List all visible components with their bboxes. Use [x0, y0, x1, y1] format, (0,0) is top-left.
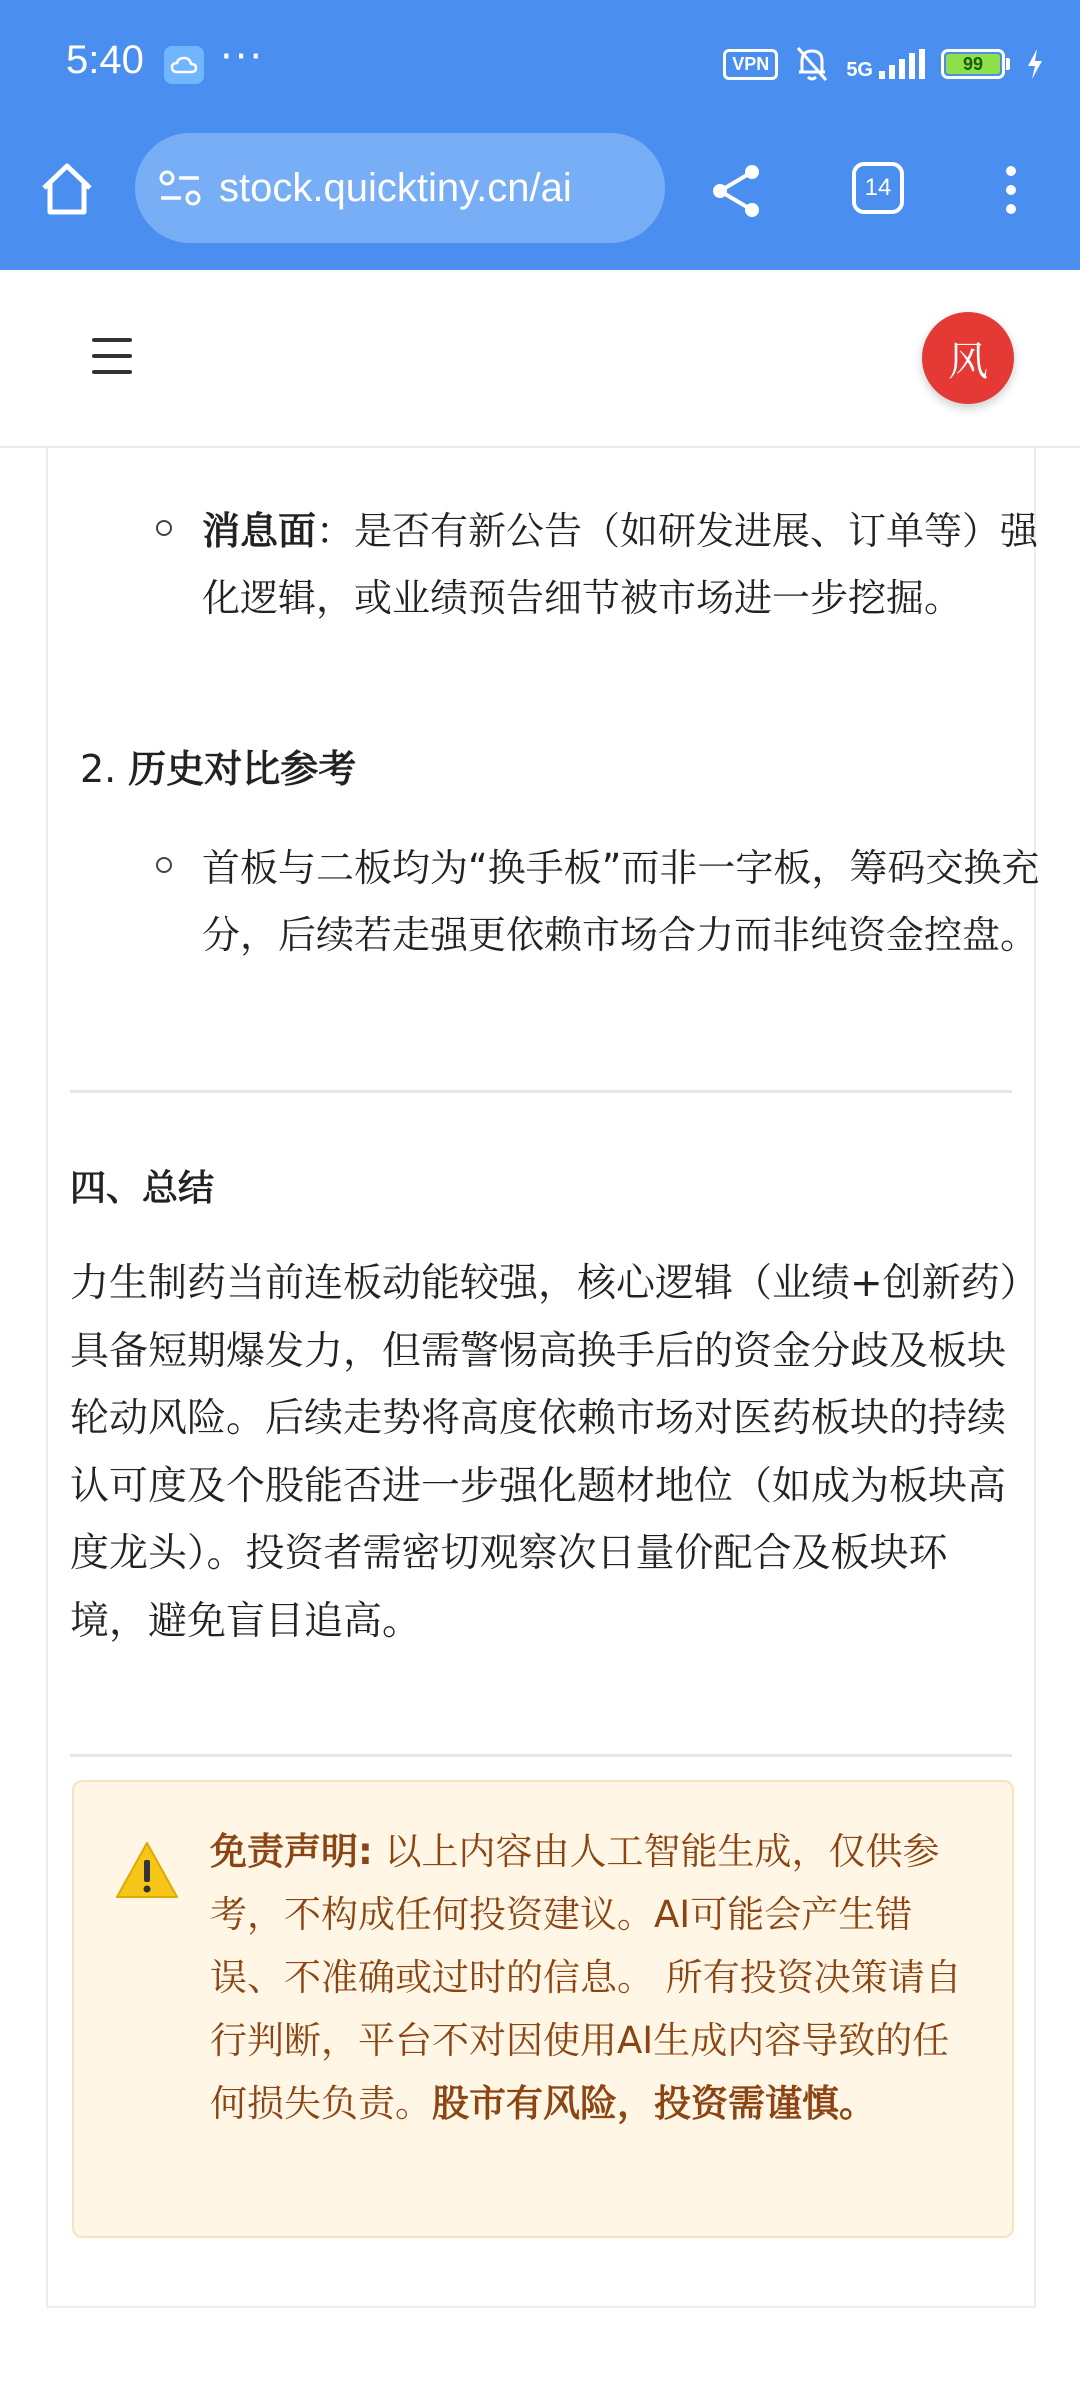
history-title: 历史对比参考: [128, 747, 357, 791]
disclaimer-body: 以上内容由人工智能生成，仅供参考，不构成任何投资建议。AI可能会产生错误、不准确或过时的信息。 所有投资决策请自行判断，平台不对因使用AI生成内容导致的任何损失负责。: [210, 1830, 962, 2125]
charging-icon: [1026, 49, 1044, 79]
battery-icon: [941, 49, 1010, 79]
browser-chrome: [0, 0, 1080, 270]
vpn-icon: VPN: [723, 49, 778, 80]
site-header: [0, 270, 1080, 448]
disclaimer-text: [210, 1820, 980, 2135]
system-icons: [723, 44, 1044, 84]
summary-paragraph: 力生制药当前连板动能较强，核心逻辑（业绩+创新药）具备短期爆发力，但需警惕高换手后的资金分歧及板块轮动风险。后续走势将高度依赖市场对医药板块的持续认可度及个股能否进一步强化题材地位（如成为板块高度龙头）。投资者需密切观察次日量价配合及板块环境，避免盲目追高。: [70, 1261, 1020, 1644]
section-title: 四、总结: [70, 1168, 215, 1209]
status-bar: [0, 0, 1080, 130]
hamburger-menu-icon[interactable]: [92, 338, 132, 374]
divider: [70, 1090, 1012, 1093]
list-number: 2.: [80, 747, 117, 791]
article-card: [46, 448, 1040, 2308]
mute-bell-icon: [794, 44, 830, 84]
network-type: 5G: [846, 59, 873, 81]
home-button[interactable]: [36, 158, 98, 220]
avatar[interactable]: 风: [922, 312, 1014, 404]
disclaimer-emphasis: 股市有风险，投资需谨慎。: [432, 2082, 876, 2125]
bullet-icon: [156, 520, 172, 536]
battery-level: 99: [946, 54, 1000, 74]
list-heading-history: [80, 738, 356, 793]
divider: [70, 1754, 1012, 1757]
disclaimer-label: 免责声明:: [210, 1830, 373, 1873]
cloud-icon: [164, 46, 204, 84]
status-time: 5:40: [66, 38, 144, 82]
signal-icon: [846, 49, 925, 79]
url-bar[interactable]: [135, 133, 665, 243]
url-text[interactable]: stock.quicktiny.cn/ai: [219, 165, 572, 210]
bullet-icon: [156, 857, 172, 873]
news-item-text: [202, 498, 1062, 632]
warning-icon: [114, 1840, 180, 1900]
more-vert-icon[interactable]: [996, 160, 1026, 220]
share-button[interactable]: [706, 160, 768, 222]
site-info-icon[interactable]: [157, 168, 203, 208]
share-icon: [706, 160, 768, 222]
news-body: ：是否有新公告（如研发进展、订单等）强化逻辑，或业绩预告细节被市场进一步挖掘。: [202, 509, 1039, 620]
tabs-icon[interactable]: 14: [852, 162, 904, 214]
news-label: 消息面: [202, 509, 317, 553]
disclaimer-box: [72, 1780, 1014, 2238]
history-item-text: 首板与二板均为“换手板”而非一字板，筹码交换充分，后续若走强更依赖市场合力而非纯资金控盘。: [202, 846, 1040, 957]
status-overflow: ···: [220, 34, 265, 80]
home-icon: [36, 158, 98, 220]
